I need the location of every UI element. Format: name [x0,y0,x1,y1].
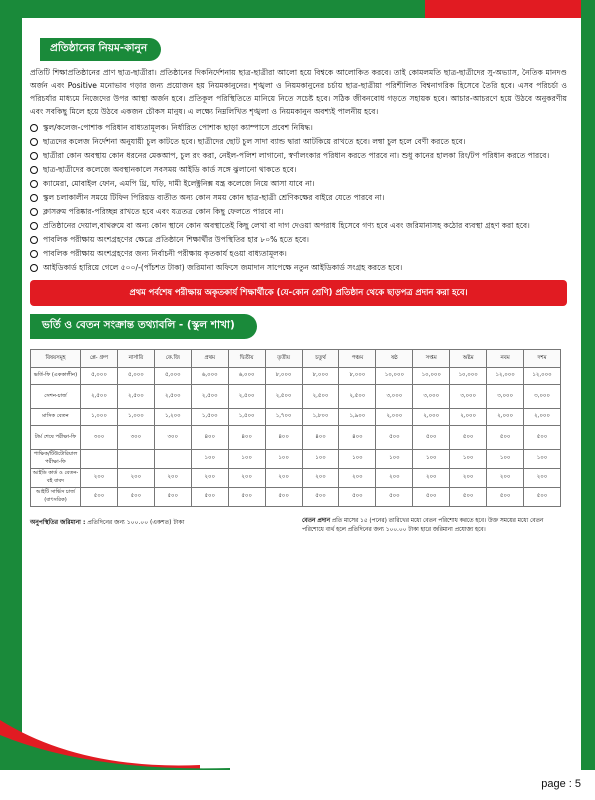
fee-cell: ৫০০ [524,426,561,450]
fee-cell [81,450,118,469]
fee-cell: ১,৭০০ [265,409,302,426]
fee-cell: ১,০০০ [81,409,118,426]
fee-header-subject: বিষয়সমূহ [31,350,81,368]
fee-row [31,426,561,450]
fee-cell: ২,০০০ [524,409,561,426]
fee-header-class: সপ্তম [413,350,450,368]
fee-cell: ৩,০০০ [376,385,413,409]
fee-header-class: প্রথম [191,350,228,368]
fee-cell: ১২,০০০ [487,368,524,385]
fee-cell: ১,৫০০ [191,409,228,426]
fee-cell: ২০০ [339,469,376,488]
rule-item [30,191,567,204]
fee-cell: ৫০০ [302,488,339,507]
rule-text: ছাত্রীরা কোন অবস্থায় কোন ধরনের মেকআপ, চুল রং করা, নেইল-পলিশ লাগানো, স্বর্ণালংকার পরিধান করতে পারবে না। শুধু কানের হালকা রিং/টপ পরিধান করতে পারবে। [43,151,550,160]
fee-row-label: আইডি কার্ড ও বেতন-বই বাবদ [31,469,81,488]
fee-cell: ৩,০০০ [487,385,524,409]
circle-bullet-icon [30,222,38,230]
fee-cell: ২০০ [376,469,413,488]
fee-cell: ৩,০০০ [450,385,487,409]
fee-header-class: প্লে- গ্রুপ [81,350,118,368]
fee-cell: ২০০ [117,469,154,488]
fee-header-class: তৃতীয় [265,350,302,368]
fee-cell: ৫,০০০ [154,368,191,385]
fee-row-label: মাসিক বেতন [31,409,81,426]
fee-row [31,385,561,409]
fee-cell: ১,২০০ [154,409,191,426]
fee-row [31,488,561,507]
fee-cell: ৪০০ [302,426,339,450]
fee-cell: ২০০ [524,469,561,488]
fee-cell: ৫০০ [81,488,118,507]
fee-cell: ১০০ [265,450,302,469]
fee-header-class: চতুর্থ [302,350,339,368]
fee-cell: ১০০ [413,450,450,469]
fee-cell: ২,৫০০ [339,385,376,409]
rule-text: ক্লাসরুম পরিষ্কার-পরিচ্ছন্ন রাখতে হবে এবং যত্রতত্র কোন কিছু ফেলতে পারবে না। [43,207,284,216]
fee-cell: ২০০ [81,469,118,488]
fee-cell: ১,৫০০ [228,409,265,426]
rule-text: পাবলিক পরীক্ষায় অংশগ্রহণের ক্ষেত্রে প্রতিষ্ঠানে শিক্ষার্থীর উপস্থিতির হার ৮০% হতে হবে। [43,235,309,244]
fee-cell: ৪০০ [339,426,376,450]
fee-cell: ৫,০০০ [117,368,154,385]
fee-cell: ৫০০ [450,488,487,507]
fee-cell: ১,৯০০ [339,409,376,426]
fee-row [31,409,561,426]
circle-bullet-icon [30,194,38,202]
fee-cell: ২০০ [413,469,450,488]
fee-row [31,450,561,469]
fee-cell: ৫০০ [413,488,450,507]
fee-cell: ১০,০০০ [413,368,450,385]
fee-cell: ১,৮০০ [302,409,339,426]
fee-cell: ৫০০ [117,488,154,507]
fee-cell: ১০০ [228,450,265,469]
fee-cell: ২,০০০ [487,409,524,426]
rule-item [30,163,567,176]
fee-cell: ৫০০ [228,488,265,507]
fee-cell: ৫০০ [154,488,191,507]
fee-cell: ৮,০০০ [265,368,302,385]
fee-header-class: কে.জি [154,350,191,368]
fee-header-class: ষষ্ঠ [376,350,413,368]
fee-cell: ২০০ [265,469,302,488]
fee-cell: ২,০০০ [450,409,487,426]
fee-table-body [31,368,561,507]
fee-cell: ২,০০০ [376,409,413,426]
fee-row-label: আইটি সার্ভিস চার্জ (বাৎসরিক) [31,488,81,507]
fee-header-class: পঞ্চম [339,350,376,368]
fee-cell: ৬,০০০ [228,368,265,385]
fee-cell: ৪০০ [191,426,228,450]
rule-text: ক্যামেরা, মোবাইল ফোন, এমপি থ্রি, ঘড়ি, দামী ইলেক্ট্রনিক্স যন্ত্র কলেজে নিয়ে আসা যাবে না। [43,179,315,188]
fee-cell: ৫০০ [487,426,524,450]
rule-text: স্কুল/কলেজ-পোশাক পরিধান বাধ্যতামূলক। নির্ধারিত পোশাক ছাড়া ক্যাম্পাসে প্রবেশ নিষিদ্ধ। [43,123,313,132]
fee-cell: ৫০০ [339,488,376,507]
fee-cell: ৫০০ [524,488,561,507]
payment-note-label: বেতন প্রদান [302,518,330,524]
rule-item [30,135,567,148]
fee-header-class: দ্বিতীয় [228,350,265,368]
fee-row-label: সেশন-চার্জ [31,385,81,409]
fee-cell: ১০০ [450,450,487,469]
fee-cell: ২০০ [191,469,228,488]
fee-cell: ২০০ [154,469,191,488]
circle-bullet-icon [30,138,38,146]
absence-fine-label: অনুপস্থিতির জরিমানা : [30,519,86,526]
fee-cell: ২,৫০০ [228,385,265,409]
fee-cell: ২,৫০০ [265,385,302,409]
rule-item [30,233,567,246]
fee-row [31,368,561,385]
fee-section-title: ভর্তি ও বেতন সংক্রান্ত তথ্যাবলি - (স্কুল শাখা) [30,314,257,339]
fee-cell: ২,০০০ [413,409,450,426]
fee-cell: ৫০০ [191,488,228,507]
fee-cell: ১০০ [191,450,228,469]
fee-cell: ৩,০০০ [413,385,450,409]
fee-cell: ৬,০০০ [191,368,228,385]
fee-cell: ১০,০০০ [450,368,487,385]
fee-footnotes [30,515,567,565]
fee-cell: ৫০০ [487,488,524,507]
rule-item [30,177,567,190]
fee-cell: ৪০০ [228,426,265,450]
fee-cell: ৩০০ [81,426,118,450]
fee-cell: ২০০ [487,469,524,488]
fee-table-header-row [31,350,561,368]
fee-cell: ৫০০ [450,426,487,450]
fee-cell: ২০০ [450,469,487,488]
fee-cell: ৫০০ [413,426,450,450]
fee-cell: ২,৫০০ [302,385,339,409]
circle-bullet-icon [30,208,38,216]
circle-bullet-icon [30,166,38,174]
fee-cell: ৫০০ [376,488,413,507]
rule-item [30,149,567,162]
fee-cell: ৫০০ [376,426,413,450]
fee-cell: ৩০০ [154,426,191,450]
rule-item [30,247,567,260]
rule-text: প্রতিষ্ঠানের দেয়াল,বাথরুমে বা অন্য কোন স্থানে কোন অবস্থাতেই কিছু লেখা বা দাগ দেওয়া অপরাধ হিসেবে গণ্য হবে এবং জরিমানাসহ কঠোর ব্যবস্থা গ্রহণ করা হবে। [43,221,530,230]
circle-bullet-icon [30,124,38,132]
fee-cell: ১০০ [487,450,524,469]
fee-table [30,349,561,507]
fee-cell [117,450,154,469]
fee-row-label: টার্ম শেষে পরীক্ষা-ফি [31,426,81,450]
fee-cell: ৪০০ [265,426,302,450]
fee-cell: ১০০ [376,450,413,469]
fee-header-class: নবম [487,350,524,368]
circle-bullet-icon [30,236,38,244]
rule-item [30,219,567,232]
fee-cell: ১০০ [302,450,339,469]
fee-cell: ৩,০০০ [524,385,561,409]
left-border [0,0,22,770]
top-border [0,0,595,18]
absence-fine-note [30,517,184,528]
rules-section-title: প্রতিষ্ঠানের নিয়ম-কানুন [40,38,161,61]
fee-cell: ১২,০০০ [524,368,561,385]
fee-cell: ২০০ [228,469,265,488]
fee-cell: ৮,০০০ [339,368,376,385]
fee-cell: ১০০ [524,450,561,469]
rule-text: ছাত্রদের কলেজ নির্দেশনা অনুযায়ী চুল কাটতে হবে। ছাত্রীদের ছোট চুল সাদা ব্যান্ড দ্বারা আটকিয়ে রাখতে হবে। লম্বা চুল হলে বেণী করতে হবে। [43,137,466,146]
right-border [581,0,595,770]
circle-bullet-icon [30,180,38,188]
expulsion-notice: প্রথম পর্বশেষ পরীক্ষায় অকৃতকার্য শিক্ষার্থীকে (যে-কোন শ্রেণি) প্রতিষ্ঠান থেকে ছাড়পত্র প্রদান করা হবে। [30,280,567,306]
circle-bullet-icon [30,250,38,258]
rule-text: আইডিকার্ড হারিয়ে গেলে ৫০০/-(পাঁচশত টাকা) জরিমানা অফিসে জমাদান সাপেক্ষে নতুন আইডিকার্ড সংগ্রহ করতে হবে। [43,263,403,272]
fee-cell: ২,৫০০ [117,385,154,409]
fee-cell: ১,০০০ [117,409,154,426]
fee-cell: ২০০ [302,469,339,488]
fee-row [31,469,561,488]
bottom-wave-decoration [0,710,595,770]
fee-cell: ২,৫০০ [154,385,191,409]
fee-cell: ২,৫০০ [81,385,118,409]
fee-cell [154,450,191,469]
page-number: page : 5 [541,778,581,790]
rules-intro: প্রতিটি শিক্ষাপ্রতিষ্ঠানের প্রাণ ছাত্র-ছাত্রীরা। প্রতিষ্ঠানের দিকনির্দেশনায় ছাত্র-ছাত্রীরা আলো হয়ে বিশ্বকে আলোকিত করবে। তাই কোমলমতি ছাত্র-ছাত্রীদের সু-অভ্যাস, নৈতিক মানদণ্ড অর্জন এবং Positive মনোভাব গড়ার জন্য প্রয়োজন হয় নিয়মকানুনের। শৃঙ্খলা ও নিয়মকানুনের চর্চায় ছাত্র-ছাত্রীয়া পরিশীলিত বিশ্বনাগরিক হিসেবে তৈরি হবে। এসব পরিচর্চা ও পরিচর্যার মাধ্যমে নিজেদের উপর আস্থা অর্জন হবে। প্রতিকূল পরিস্থিতিতে মানিয়ে নিতে সচেষ্ট হবে। সঠিক জীবনবোধ গড়তে সহায়ক হবে। আচার-আচরণে হয়ে উঠবে অনুকরণীয় এবং সবকিছু মিলে হয়ে উঠবে একজন চৌকস মানুষ। এ লক্ষ্যে নিম্নলিখিত শৃঙ্খলা ও নিয়মকানুন অবশ্যই পালনীয় হবে। [30,68,567,116]
circle-bullet-icon [30,264,38,272]
rule-text: স্কুল চলাকালীন সময়ে টিফিন পিরিয়ড ব্যতীত অন্য কোন সময় কোন ছাত্র-ছাত্রী শ্রেণিকক্ষের বাইরে যেতে পারবে না। [43,193,385,202]
fee-row-label: ভর্তি-ফি (এককালীন) [31,368,81,385]
fee-row-label: পাক্ষিক/টিউটোরিয়াল পরীক্ষা-ফি [31,450,81,469]
fee-cell: ১০,০০০ [376,368,413,385]
rule-item [30,205,567,218]
fee-cell: ২,৫০০ [191,385,228,409]
fee-header-class: অষ্টম [450,350,487,368]
rule-item [30,121,567,134]
rule-text: ছাত্র-ছাত্রীদের কলেজে অবস্থানকালে সবসময় আইডি কার্ড সঙ্গে ঝুলানো থাকতে হবে। [43,165,297,174]
circle-bullet-icon [30,152,38,160]
absence-fine-text: প্রতিদিনের জন্য ১০০.০০ (একশত) টাকা [87,519,185,526]
fee-header-class: দশম [524,350,561,368]
fee-cell: ৮,০০০ [302,368,339,385]
fee-cell: ৩০০ [117,426,154,450]
rule-text: পাবলিক পরীক্ষায় অংশগ্রহণের জন্য নির্বাচনী পরীক্ষায় কৃতকার্য হওয়া বাধ্যতামূলক। [43,249,287,258]
payment-note-text: প্রতি মাসের ১৫ (পনের) তারিখের মধ্যে বেতন পরিশোধ করতে হবে। উক্ত সময়ের মধ্যে বেতন পরিশোধে ব্যর্থ হলে প্রতিদিনের জন্য ১০০.০০ টাকা হারে জরিমানা প্রযোজ্য হবে। [302,518,544,533]
page-content [30,36,567,565]
payment-note [302,517,562,535]
fee-cell: ৫,০০০ [81,368,118,385]
rules-list [30,121,567,274]
fee-cell: ১০০ [339,450,376,469]
fee-cell: ৫০০ [265,488,302,507]
rule-item [30,261,567,274]
fee-header-class: নার্সারি [117,350,154,368]
